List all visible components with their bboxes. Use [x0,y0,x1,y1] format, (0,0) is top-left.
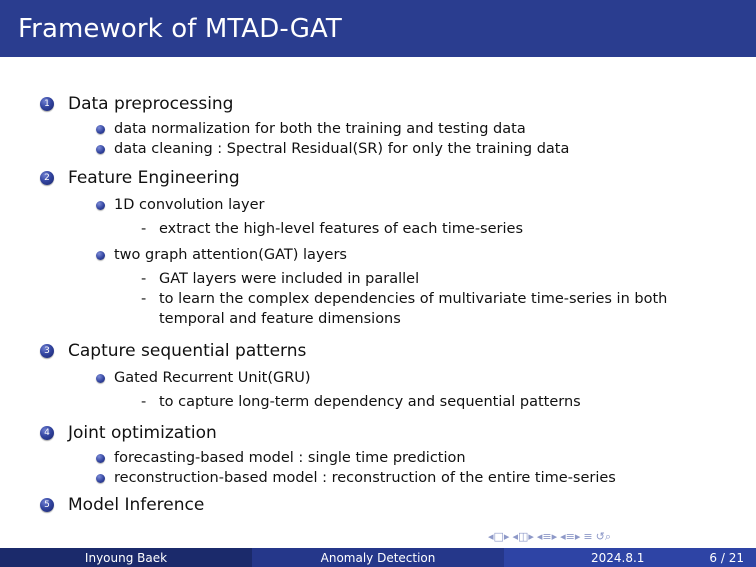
footer-author [0,548,252,567]
bullet-dot-icon [96,145,105,154]
section-number-4: 4 [40,426,54,440]
sub-item [40,392,581,412]
section-number-2: 2 [40,171,54,185]
section-title-3: Capture sequential patterns [68,341,307,361]
bullet-text: forecasting-based model : single time prediction [114,450,466,466]
footer-date: 2024.8.1 [591,550,645,565]
section-title-2: Feature Engineering [68,168,240,188]
bullet-dot-icon [96,474,105,483]
navigation-controls [488,530,614,544]
bullet-dot-icon [96,125,105,134]
nav-left-icon[interactable]: ◂□▸ [488,530,510,543]
bullet-dot-icon [96,454,105,463]
sub-text: extract the high-level features of each time-series [159,221,523,237]
sub-item [40,219,667,239]
bullet-item [96,368,581,388]
sub-text: GAT layers were included in parallel [159,271,420,287]
section-4-bullets [96,448,616,488]
sub-text: to capture long-term dependency and sequential patterns [159,394,581,410]
nav-frame-icon[interactable]: ◂◫▸ [512,530,534,543]
dash-marker: - [141,221,147,237]
section-1-bullets [96,119,569,159]
section-2-bullets [96,195,667,329]
bullet-dot-icon [96,374,105,383]
bullet-text: data normalization for both the training and testing data [114,121,526,137]
dash-marker: - [141,291,147,307]
footer-author-text: Inyoung Baek [84,550,168,565]
bullet-item [96,245,667,265]
section-title-5: Model Inference [68,495,205,515]
nav-subsection-icon[interactable]: ◂≡▸ [560,530,581,543]
slide-title: Framework of MTAD-GAT [18,13,342,44]
sub-text-continuation: temporal and feature dimensions [159,311,401,327]
bullet-dot-icon [96,201,105,210]
section-3-bullets [96,368,581,412]
bullet-item [96,119,569,139]
footer-topic-text: Anomaly Detection [320,550,436,565]
footer-topic [252,548,504,567]
sub-item [40,289,667,329]
dash-marker: - [141,271,147,287]
nav-appendix-icon[interactable]: ≡ [583,530,593,543]
bullet-dot-icon [96,251,105,260]
footer-page-number: 6 / 21 [709,550,744,565]
section-title-1: Data preprocessing [68,94,234,114]
bullet-text: reconstruction-based model : reconstruction of the entire time-series [114,470,616,486]
sub-text: to learn the complex dependencies of multivariate time-series in both [159,291,668,307]
sub-item [40,269,667,289]
bullet-text: two graph attention(GAT) layers [114,247,347,263]
footer-meta [504,548,756,567]
bullet-text: 1D convolution layer [114,197,265,213]
bullet-text: Gated Recurrent Unit(GRU) [114,370,311,386]
nav-search-icon[interactable]: ↺⌕ [595,530,612,543]
section-number-3: 3 [40,344,54,358]
section-number-1: 1 [40,97,54,111]
bullet-item [96,448,616,468]
nav-section-icon[interactable]: ◂≡▸ [536,530,558,543]
bullet-item [96,195,667,215]
slide-footer [0,548,756,567]
bullet-text: data cleaning : Spectral Residual(SR) for only the training data [114,141,570,157]
section-number-5: 5 [40,498,54,512]
bullet-item [96,139,569,159]
section-title-4: Joint optimization [68,423,217,443]
dash-marker: - [141,394,147,410]
bullet-item [96,468,616,488]
